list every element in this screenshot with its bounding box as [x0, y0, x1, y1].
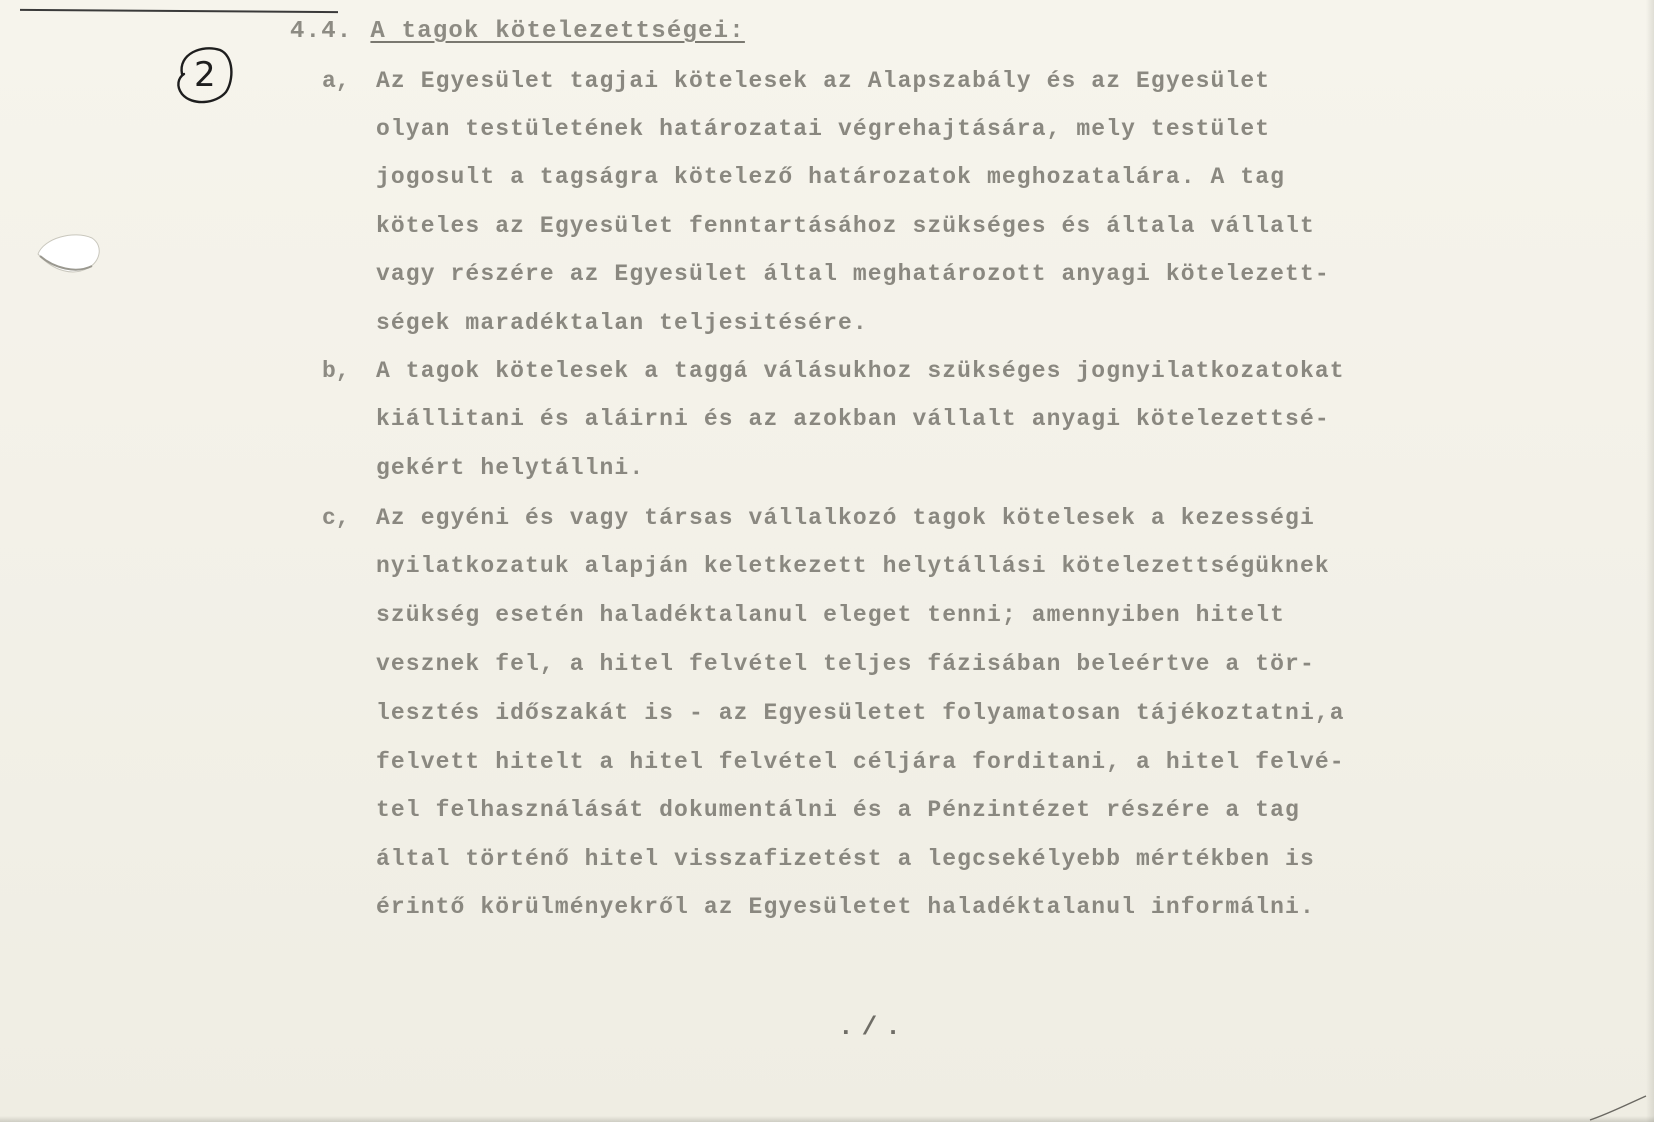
paragraph-line: Az Egyesület tagjai kötelesek az Alapszabály és az Egyesület	[376, 68, 1271, 94]
paragraph-line: olyan testületének határozatai végrehajtására, mely testület	[376, 116, 1271, 142]
paragraph-line: Az egyéni és vagy társas vállalkozó tagok kötelesek a kezességi	[376, 505, 1315, 531]
page-number-digit: 2	[194, 55, 216, 95]
paragraph-line: vesznek fel, a hitel felvétel teljes fázisában beleértve a tör-	[376, 651, 1315, 677]
paragraph-line: által történő hitel visszafizetést a legcsekélyebb mértékben is	[376, 846, 1315, 872]
paragraph-line: A tagok kötelesek a taggá válásukhoz szükséges jognyilatkozatokat	[376, 358, 1345, 384]
page-right-edge	[1646, 0, 1654, 1122]
paragraph-label: a,	[322, 68, 350, 94]
paragraph-line: vagy részére az Egyesület által meghatározott anyagi kötelezett-	[376, 261, 1330, 287]
paragraph-label: c,	[322, 505, 350, 531]
section-title: A tagok kötelezettségei:	[370, 18, 745, 45]
paragraph-label: b,	[322, 358, 350, 384]
continuation-mark: ./.	[838, 1012, 909, 1042]
punch-hole	[34, 228, 104, 280]
section-heading	[290, 18, 745, 45]
paragraph-line: lesztés időszakát is - az Egyesületet folyamatosan tájékoztatni,a	[376, 700, 1345, 726]
section-number: 4.4.	[290, 18, 353, 45]
paragraph-line: ségek maradéktalan teljesitésére.	[376, 310, 868, 336]
paragraph-line: nyilatkozatuk alapján keletkezett helytállási kötelezettségüknek	[376, 553, 1330, 579]
paragraph-line: szükség esetén haladéktalanul eleget tenni; amennyiben hitelt	[376, 602, 1286, 628]
page-number-circle	[172, 40, 238, 106]
page-bottom-edge	[0, 1116, 1654, 1122]
paragraph-line: jogosult a tagságra kötelező határozatok meghozatalára. A tag	[376, 164, 1286, 190]
paragraph-line: tel felhasználását dokumentálni és a Pénzintézet részére a tag	[376, 797, 1300, 823]
paragraph-line: gekért helytállni.	[376, 455, 645, 481]
paragraph-line: köteles az Egyesület fenntartásához szükséges és általa vállalt	[376, 213, 1315, 239]
paragraph-line: felvett hitelt a hitel felvétel céljára forditani, a hitel felvé-	[376, 749, 1345, 775]
paragraph-line: kiállitani és aláirni és az azokban vállalt anyagi kötelezettsé-	[376, 406, 1330, 432]
top-rule-line	[20, 9, 338, 13]
paragraph-line: érintő körülményekről az Egyesületet haladéktalanul informálni.	[376, 894, 1315, 920]
page-corner-curl	[1588, 1092, 1648, 1122]
